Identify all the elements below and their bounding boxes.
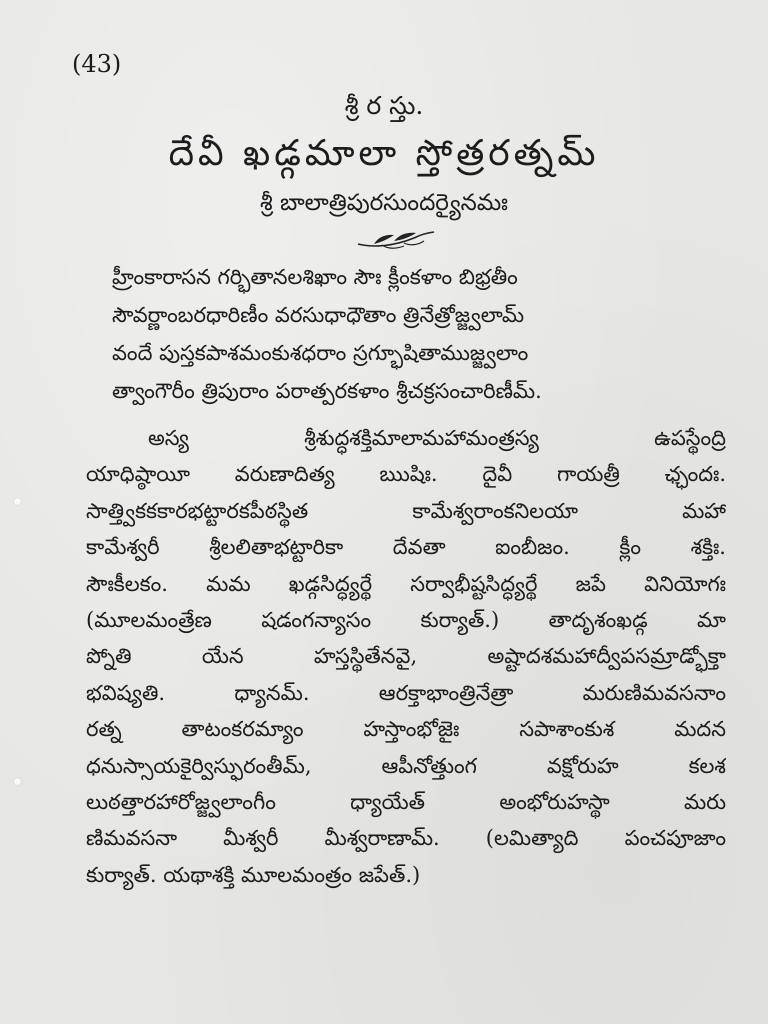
body-line: సౌఃకీలకం. మమ ఖడ్గసిద్ధ్యర్థే సర్వాభీష్టసిద్ధ్యర్థే జపే వినియోగః	[86, 571, 726, 596]
body-line: ప్నోతి యేన హస్తస్థితేనవై, అష్టాదశమహాద్వీపసమ్రాడ్భోక్తా	[86, 644, 726, 669]
verse-line: సౌవర్ణాంబరధారిణీం వరసుధాధౌతాం త్రినేత్రోజ్జ్వలామ్	[112, 303, 525, 327]
body-line: అస్య శ్రీశుద్ధశక్తిమాలామహామంత్రస్య ఉపస్థేంద్రి	[148, 426, 726, 450]
body-line: రత్న తాటంకరమ్యాం హస్తాంభోజైః సపాశాంకుశ మదన	[86, 717, 726, 742]
verse-line: వందే పుస్తకపాశమంకుశధరాం స్రగ్భూషితాముజ్జ్వలాం	[112, 341, 529, 365]
verse-line: త్వాంగౌరీం త్రిపురాం పరాత్పరకళాం శ్రీచక్రసంచారిణీమ్.	[112, 379, 542, 403]
leaf-ornament-icon	[354, 228, 438, 250]
dedication-line: శ్రీ బాలాత్రిపురసుందర్యైనమః	[260, 190, 508, 216]
punch-hole	[14, 778, 21, 785]
body-line: (మూలమంత్రేణ షడంగన్యాసం కుర్యాత్.) తాదృశంఖడ్గ మా	[86, 607, 726, 632]
verse-line: హ్రీంకారాసన గర్భితానలశిఖాం సౌః క్లీంకళాం బిభ్రతీం	[112, 265, 518, 289]
body-line: యాధిష్ఠాయీ వరుణాదిత్య ఋషిః. దైవీ గాయత్రీ ఛ్ఛందః.	[86, 462, 726, 487]
body-line: ణిమవసనా మీశ్వరీ మీశ్వరాణామ్. (లమిత్యాది పంచపూజాం	[86, 826, 726, 851]
body-line: కామేశ్వరీ శ్రీలలితాభట్టారికా దేవతా ఐంబీజం. క్లీం శక్తిః.	[86, 535, 726, 560]
body-line: ధనుస్సాయకైర్విస్ఫురంతీమ్, ఆపీనోత్తుంగ వక్షోరుహ కలశ	[86, 753, 726, 778]
punch-hole	[14, 498, 21, 505]
page-number: (43)	[72, 50, 122, 78]
body-line: కుర్యాత్. యథాశక్తి మూలమంత్రం జపేత్.)	[86, 862, 421, 887]
invocation: శ్రీ ర స్తు.	[344, 91, 424, 120]
page-title: దేవీ ఖడ్గమాలా స్తోత్రరత్నమ్	[168, 133, 600, 174]
body-line: లుఠత్తారహారోజ్జ్వలాంగీం ధ్యాయేత్ అంభోరుహస్థా మరు	[86, 789, 726, 814]
body-line: భవిష్యతి. ధ్యానమ్. ఆరక్తాభాంత్రినేత్రా మరుణిమవసనాం	[86, 680, 726, 705]
body-paragraph	[86, 420, 726, 893]
body-line: సాత్త్వికకకారభట్టారకపీఠస్థిత కామేశ్వరాంకనిలయా మహా	[86, 498, 726, 523]
bleed-through-text	[240, 26, 710, 50]
dhyana-verse	[112, 258, 724, 410]
